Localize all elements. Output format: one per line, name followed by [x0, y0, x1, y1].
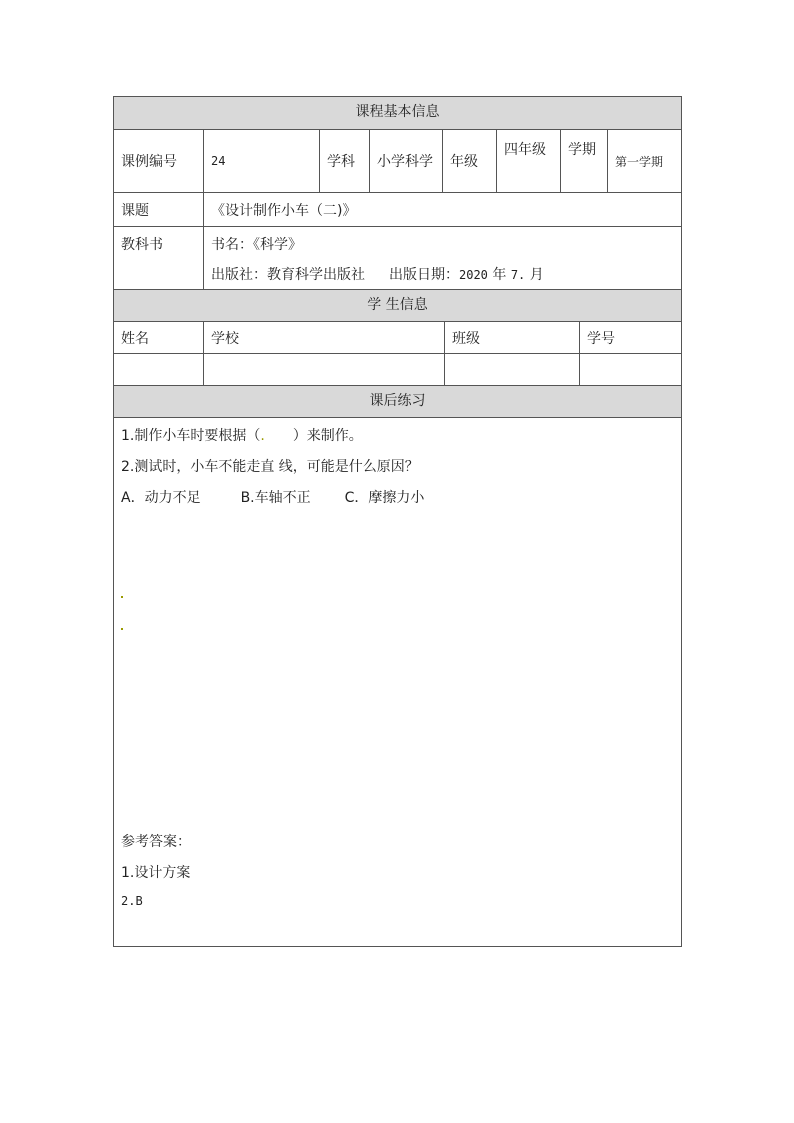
topic-row: [114, 192, 681, 226]
student-header-row: [114, 321, 681, 353]
course-info-section-header: [114, 97, 681, 129]
grade-label: 年级: [442, 130, 496, 192]
publication-line: [211, 264, 544, 284]
student-info-title: 学 生信息: [367, 297, 428, 313]
stray-mark: [121, 628, 123, 630]
answer-title: 参考答案：: [121, 834, 191, 850]
term-label: 学期: [560, 130, 607, 192]
student-school-header: 学校: [203, 322, 444, 353]
term-value: 第一学期: [607, 130, 681, 192]
pub-year: 2020: [459, 268, 488, 282]
lesson-no-value: 24: [203, 130, 319, 192]
student-name-header: 姓名: [121, 330, 149, 347]
subject-value: 小学科学: [369, 130, 442, 192]
course-meta-row: [114, 129, 681, 192]
question-1-tail: ）来制作。: [292, 428, 363, 444]
exercise-title: 课后练习: [369, 393, 426, 409]
subject-label: 学科: [319, 130, 369, 192]
topic-value: 《设计制作小车（二)》: [203, 193, 681, 226]
question-2-options: [121, 487, 424, 507]
question-1-text: 1.制作小车时要根据（: [121, 428, 261, 444]
month-char: 月: [529, 267, 544, 283]
student-name-cell[interactable]: [114, 354, 203, 385]
topic-label: 课题: [121, 202, 149, 219]
student-school-cell[interactable]: [203, 354, 444, 385]
pub-month: 7.: [510, 268, 526, 282]
student-class-header: 班级: [444, 322, 579, 353]
student-info-section-header: [114, 289, 681, 321]
lesson-sheet-table: [113, 96, 682, 947]
answer-2: 2.B: [121, 894, 143, 908]
option-a: A．动力不足: [121, 490, 201, 506]
textbook-label: 教科书: [121, 237, 163, 253]
question-2: 2.测试时，小车不能走直 线，可能是什么原因？: [121, 459, 419, 475]
student-id-cell[interactable]: [579, 354, 681, 385]
grade-value: 四年级: [496, 130, 560, 192]
publisher: 出版社：教育科学出版社: [211, 267, 365, 283]
question-1-blank: .: [260, 428, 265, 444]
textbook-info: [203, 227, 681, 289]
option-c: C．摩擦力小: [344, 490, 425, 506]
lesson-no-label: 课例编号: [121, 154, 177, 170]
exercise-body: [114, 417, 681, 946]
book-name: 书名：《科学》: [211, 237, 302, 253]
course-info-title: 课程基本信息: [355, 104, 440, 120]
answer-1: 1.设计方案: [121, 865, 191, 881]
pub-date-label: 出版日期：: [389, 267, 459, 283]
stray-mark: [121, 596, 123, 598]
student-id-header: 学号: [579, 322, 681, 353]
question-1: [121, 425, 363, 445]
year-char: 年: [492, 267, 507, 283]
textbook-row: [114, 226, 681, 289]
student-input-row: [114, 353, 681, 385]
exercise-section-header: [114, 385, 681, 417]
option-b: B.车轴不正: [240, 490, 311, 506]
student-class-cell[interactable]: [444, 354, 579, 385]
